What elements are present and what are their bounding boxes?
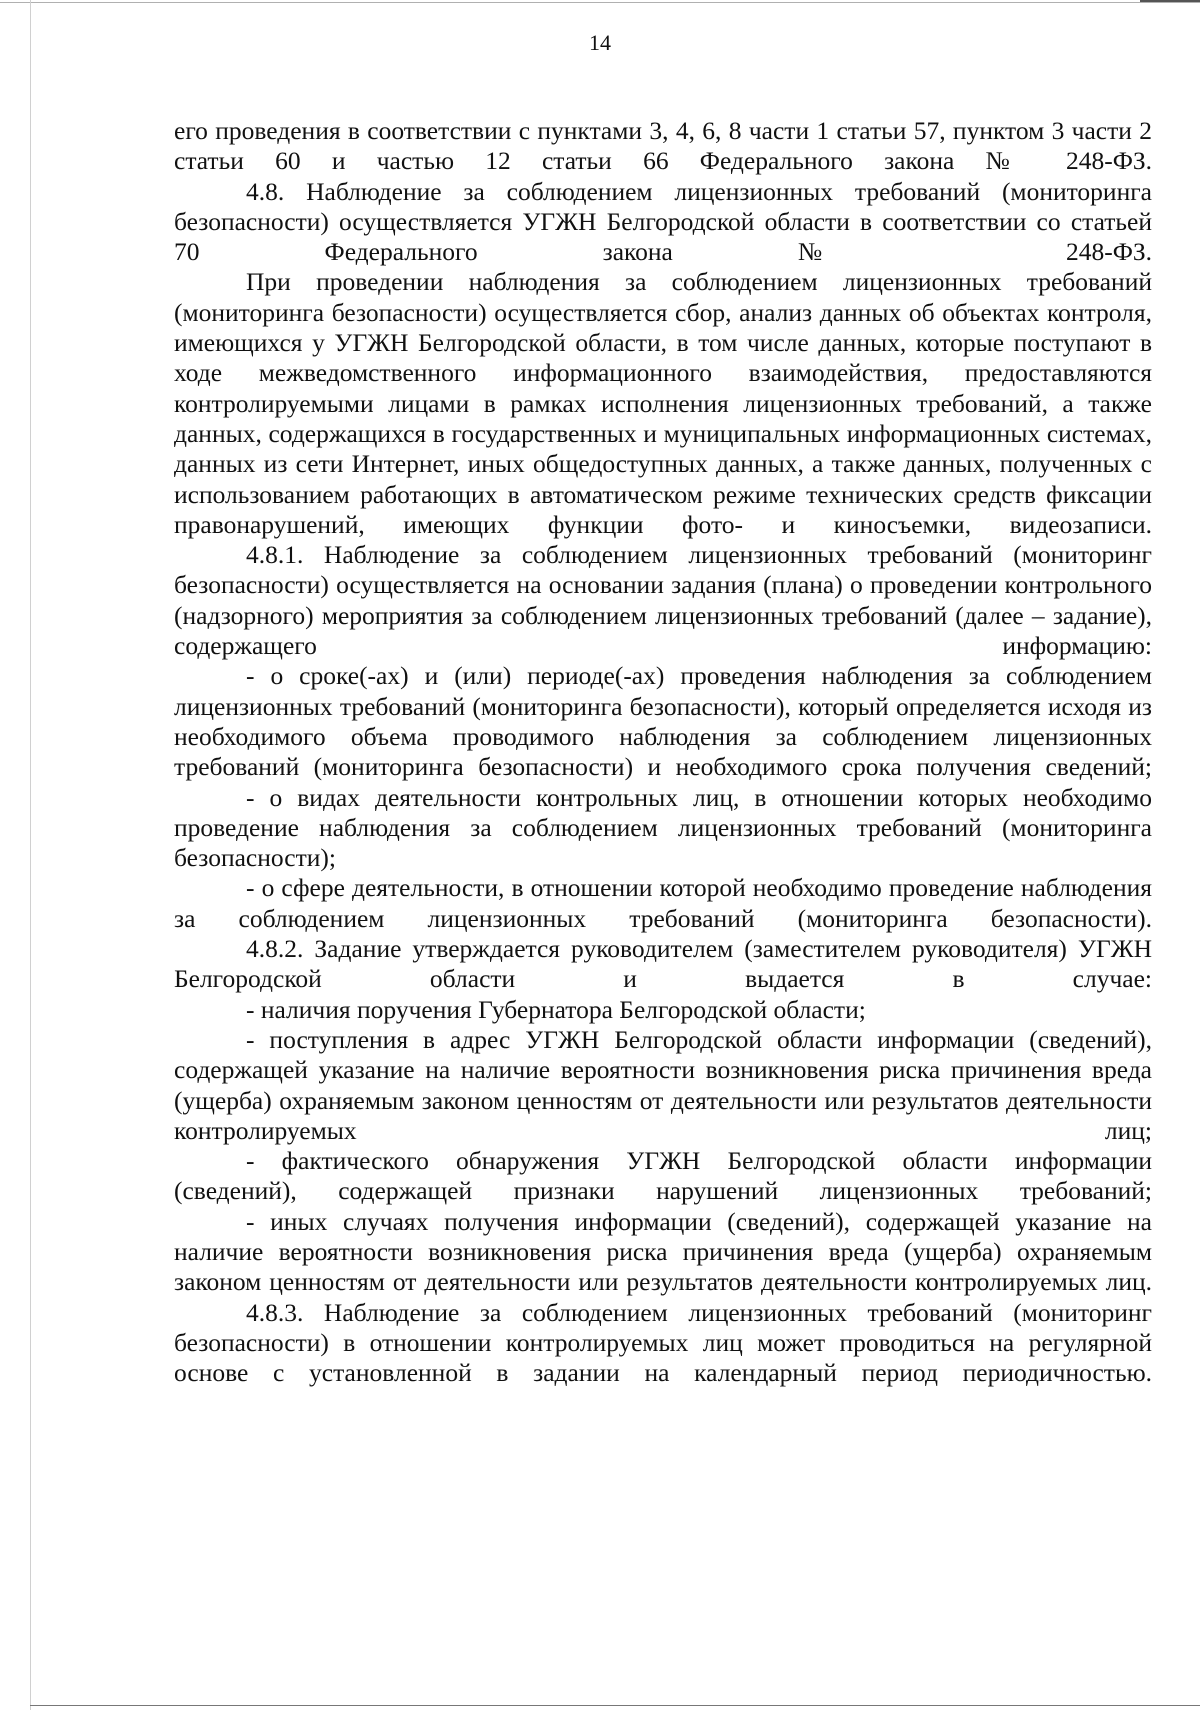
document-body	[174, 116, 1152, 1388]
scan-edge-left	[30, 0, 31, 1710]
list-item-governor-order: - наличия поручения Губернатора Белгородской области;	[246, 994, 866, 1024]
list-item-actual-detection: - фактического обнаружения УГЖН Белгородской области информации (сведений), содержащей признаки нарушений лицензионных требований;	[174, 1146, 1152, 1206]
paragraph-monitoring-data: При проведении наблюдения за соблюдением лицензионных требований (мониторинга безопасности) осуществляется сбор, анализ данных об объектах контроля, имеющихся у УГЖН Белгородской области, в том числе данных, которые поступают в ходе межведомственного информационного взаимодействия, предоставляются контролируемыми лицами в рамках исполнения лицензионных требований, а также данных, содержащихся в государственных и муниципальных информационных системах, данных из сети Интернет, иных общедоступных данных, а также данных, полученных с использованием работающих в автоматическом режиме технических средств фиксации правонарушений, имеющих функции фото- и киносъемки, видеозаписи.	[174, 267, 1152, 539]
scan-mark-top-right	[1140, 0, 1200, 2]
paragraph-4-8: 4.8. Наблюдение за соблюдением лицензионных требований (мониторинга безопасности) осуществляется УГЖН Белгородской области в соответствии со статьей 70 Федерального закона № 248-ФЗ.	[174, 176, 1152, 267]
scan-edge-top	[0, 2, 1200, 3]
list-item-term: - о сроке(-ах) и (или) периоде(-ах) проведения наблюдения за соблюдением лицензионных требований (мониторинга безопасности), который определяется исходя из необходимого объема проводимого наблюдения за соблюдением лицензионных требований (мониторинга безопасности) и необходимого срока получения сведений;	[174, 661, 1152, 782]
paragraph-4-8-2: 4.8.2. Задание утверждается руководителем (заместителем руководителя) УГЖН Белгородской области и выдается в случае:	[174, 934, 1152, 994]
list-item-activity-types: - о видах деятельности контрольных лиц, в отношении которых необходимо проведение наблюдения за соблюдением лицензионных требований (мониторинга безопасности);	[174, 782, 1152, 873]
list-item-other-cases: - иных случаях получения информации (сведений), содержащей указание на наличие вероятности возникновения риска причинения вреда (ущерба) охраняемым законом ценностям от деятельности или результатов деятельности контролируемых лиц.	[174, 1206, 1152, 1297]
list-item-information-received: - поступления в адрес УГЖН Белгородской области информации (сведений), содержащей указание на наличие вероятности возникновения риска причинения вреда (ущерба) охраняемым законом ценностям от деятельности или результатов деятельности контролируемых лиц;	[174, 1024, 1152, 1145]
scan-edge-bottom	[30, 1705, 1200, 1706]
paragraph-4-8-1: 4.8.1. Наблюдение за соблюдением лицензионных требований (мониторинг безопасности) осуществляется на основании задания (плана) о проведении контрольного (надзорного) мероприятия за соблюдением лицензионных требований (далее – задание), содержащего информацию:	[174, 540, 1152, 661]
list-item-activity-sphere: - о сфере деятельности, в отношении которой необходимо проведение наблюдения за соблюдением лицензионных требований (мониторинга безопасности).	[174, 873, 1152, 933]
paragraph-continuation: его проведения в соответствии с пунктами 3, 4, 6, 8 части 1 статьи 57, пунктом 3 части 2 статьи 60 и частью 12 статьи 66 Федерального закона № 248-ФЗ.	[174, 116, 1152, 176]
page-number: 14	[589, 30, 611, 55]
paragraph-4-8-3: 4.8.3. Наблюдение за соблюдением лицензионных требований (мониторинг безопасности) в отношении контролируемых лиц может проводиться на регулярной основе с установленной в задании на календарный период периодичностью.	[174, 1297, 1152, 1388]
